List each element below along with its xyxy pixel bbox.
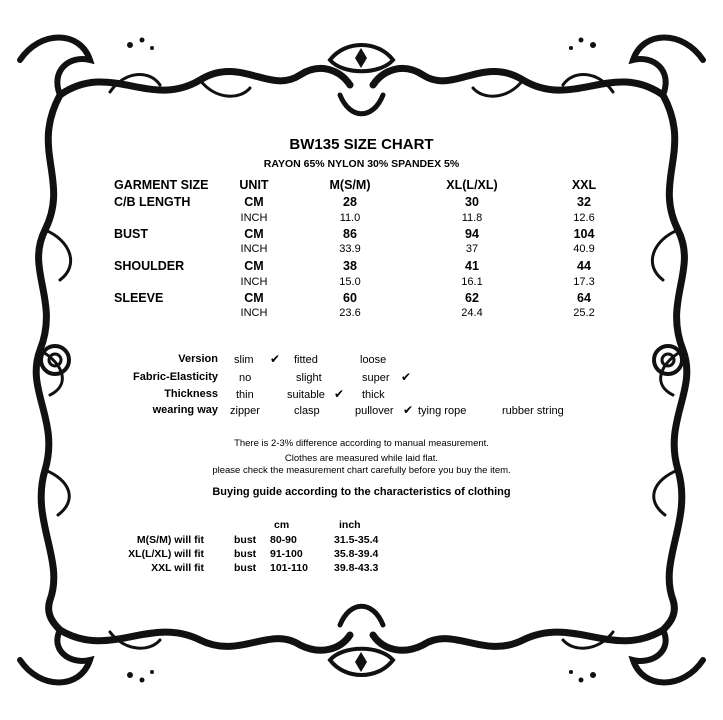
table-cell: 104: [573, 227, 595, 241]
table-cell: INCH: [240, 307, 268, 319]
feature-option: rubber string: [502, 405, 564, 417]
buying-guide-title: Buying guide according to the characteristics of clothing: [212, 486, 511, 498]
table-cell: 17.3: [573, 276, 595, 288]
row-label-shoulder: SHOULDER: [114, 259, 185, 273]
table-cell: CM: [244, 195, 264, 209]
table-cell: CM: [244, 227, 264, 241]
table-cell: CM: [244, 259, 264, 273]
table-cell: 16.1: [461, 276, 483, 288]
row-label-sleeve: SLEEVE: [114, 291, 164, 305]
guide-row-cm: 80-90: [270, 534, 297, 546]
guide-row-cm: 91-100: [270, 548, 303, 560]
guide-row-label: XL(L/XL) will fit: [128, 548, 204, 560]
page-title: BW135 SIZE CHART: [289, 136, 434, 153]
table-header-xl: XL(L/XL): [446, 178, 498, 192]
table-header-xxl: XXL: [571, 178, 597, 192]
guide-row-inch: 39.8-43.3: [334, 562, 379, 574]
guide-row-label: M(S/M) will fit: [136, 534, 204, 546]
feature-option: loose: [360, 354, 387, 366]
guide-row-part: bust: [234, 548, 257, 560]
row-label-cb-length: C/B LENGTH: [114, 195, 191, 209]
row-label-bust: BUST: [114, 227, 149, 241]
table-cell: 37: [465, 243, 479, 255]
feature-option: tying rope: [418, 405, 467, 417]
guide-row-label: XXL will fit: [151, 562, 204, 574]
feature-label-fabric-elasticity: Fabric-Elasticity: [133, 371, 218, 383]
check-icon: ✔: [403, 403, 414, 417]
table-cell: 40.9: [573, 243, 595, 255]
table-cell: INCH: [240, 243, 268, 255]
table-cell: 15.0: [339, 276, 361, 288]
table-cell: CM: [244, 291, 264, 305]
feature-option: zipper: [230, 405, 260, 417]
feature-label-thickness: Thickness: [164, 388, 218, 400]
feature-option: super: [362, 372, 390, 384]
table-cell: 60: [343, 291, 357, 305]
note-measurement-difference: There is 2-3% difference according to manual measurement.: [234, 438, 489, 449]
table-cell: 11.0: [339, 212, 361, 224]
table-cell: 33.9: [339, 243, 361, 255]
feature-option: no: [239, 372, 252, 384]
feature-option: suitable: [287, 389, 325, 401]
table-cell: 38: [343, 259, 357, 273]
note-check-chart: please check the measurement chart carefully before you buy the item.: [212, 465, 511, 476]
table-header-garment-size: GARMENT SIZE: [114, 178, 209, 192]
guide-row-inch: 35.8-39.4: [334, 548, 379, 560]
table-cell: INCH: [240, 276, 268, 288]
table-cell: 28: [343, 195, 357, 209]
feature-option: slim: [234, 354, 254, 366]
feature-option: pullover: [355, 405, 394, 417]
table-cell: 41: [465, 259, 479, 273]
guide-row-inch: 31.5-35.4: [334, 534, 379, 546]
feature-option: fitted: [294, 354, 318, 366]
feature-option: thick: [362, 389, 385, 401]
table-cell: 32: [577, 195, 591, 209]
guide-row-part: bust: [234, 562, 257, 574]
feature-option: slight: [296, 372, 322, 384]
table-cell: 62: [465, 291, 479, 305]
table-cell: 86: [343, 227, 357, 241]
feature-option: clasp: [294, 405, 320, 417]
note-laid-flat: Clothes are measured while laid flat.: [284, 453, 439, 464]
feature-option: thin: [236, 389, 254, 401]
table-header-unit: UNIT: [239, 178, 269, 192]
guide-header-cm: cm: [274, 519, 290, 531]
table-cell: 23.6: [339, 307, 361, 319]
guide-row-cm: 101-110: [270, 562, 308, 574]
table-cell: 44: [577, 259, 591, 273]
table-cell: 11.8: [461, 212, 483, 224]
table-cell: 24.4: [461, 307, 483, 319]
check-icon: ✔: [270, 352, 281, 366]
table-cell: INCH: [240, 212, 268, 224]
table-cell: 94: [465, 227, 479, 241]
table-cell: 25.2: [573, 307, 595, 319]
table-cell: 64: [577, 291, 591, 305]
check-icon: ✔: [334, 387, 345, 401]
feature-label-wearing-way: wearing way: [152, 404, 218, 416]
check-icon: ✔: [401, 370, 412, 384]
guide-row-part: bust: [234, 534, 257, 546]
table-cell: 12.6: [573, 212, 595, 224]
fabric-composition: RAYON 65% NYLON 30% SPANDEX 5%: [263, 158, 460, 170]
table-header-m: M(S/M): [329, 178, 371, 192]
guide-header-inch: inch: [339, 519, 361, 531]
table-cell: 30: [465, 195, 479, 209]
feature-label-version: Version: [178, 353, 218, 365]
